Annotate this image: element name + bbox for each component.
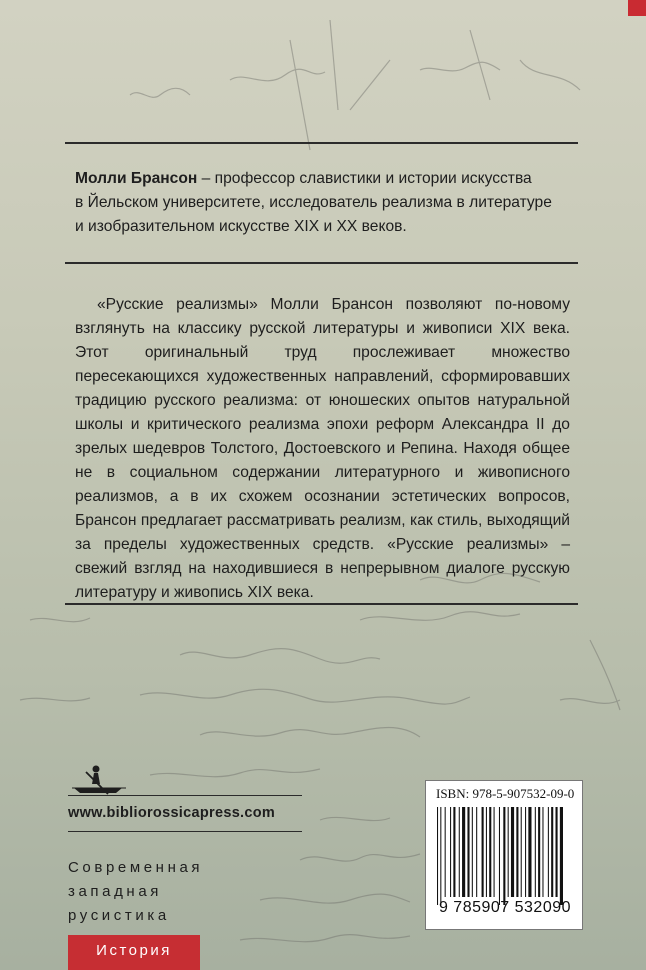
isbn-label: ISBN: 978-5-907532-09-0	[436, 786, 575, 801]
divider-line	[68, 795, 302, 796]
isbn-barcode-box	[425, 780, 583, 930]
rowing-boat-icon	[72, 760, 128, 798]
barcode-icon	[435, 807, 573, 905]
author-bio-line2: в Йельском университете, исследователь реализма в литературе	[75, 194, 552, 211]
author-bio	[75, 167, 575, 239]
genre-badge	[68, 935, 200, 970]
book-description: «Русские реализмы» Молли Брансон позволяют по-новому взглянуть на классику русской литературы и живописи XIX века. Этот оригинальный труд прослеживает множество пересекающихся художественных направлений, сформировавших традицию русского реализма: от юношеских опытов натуральной школы и критического реализма эпохи реформ Александра II до зрелых шедевров Толстого, Достоевского и Репина. Находя общее не в социальном содержании литературного и живописного реализмов, а в их схожем осознании эстетических вопросов, Брансон предлагает рассматривать реализм, как стиль, выходящий за пределы художественных средств. «Русские реализмы» – свежий взгляд на находившиеся в непрерывном диалоге русскую литературу и живопись XIX века.	[75, 296, 570, 601]
series-line: русистика	[68, 907, 170, 924]
author-bio-line1: – профессор славистики и истории искусства	[197, 170, 532, 187]
divider-line	[68, 831, 302, 832]
genre-label: История	[96, 942, 172, 959]
series-line: западная	[68, 883, 162, 900]
publisher-website-link[interactable]: www.bibliorossicapress.com	[68, 805, 276, 821]
author-bio-line3: и изобразительном искусстве XIX и XX веков.	[75, 218, 407, 235]
divider-line	[65, 142, 578, 144]
barcode-digits: 9 785907 532090	[438, 899, 572, 916]
divider-line	[65, 262, 578, 264]
corner-color-tab	[628, 0, 646, 16]
divider-line	[65, 603, 578, 605]
series-line: Современная	[68, 859, 204, 876]
author-name: Молли Брансон	[75, 170, 198, 187]
series-title	[68, 856, 203, 928]
